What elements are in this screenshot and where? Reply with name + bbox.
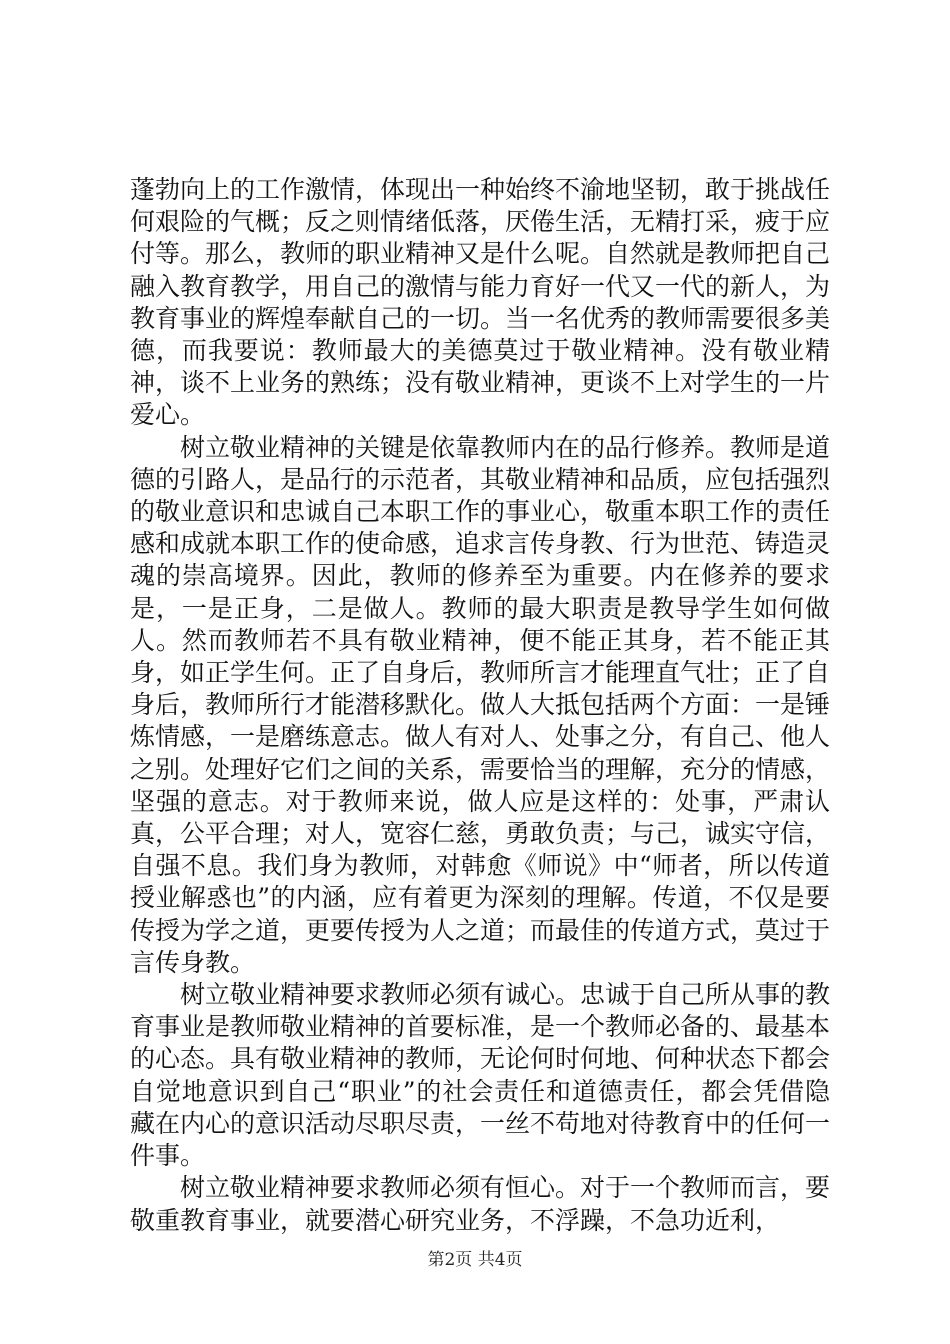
document-body [130, 174, 830, 1237]
paragraph-3: 树立敬业精神要求教师必须有诚心。忠诚于自己所从事的教育事业是教师敬业精神的首要标准，是一个教师必备的、最基本的心态。具有敬业精神的教师，无论何时何地、何种状态下都会自觉地意识到自己“职业”的社会责任和道德责任，都会凭借隐藏在内心的意识活动尽职尽责，一丝不苟地对待教育中的任何一件事。 [130, 980, 831, 1171]
page-number-footer: 第2页 共4页 [427, 1250, 523, 1270]
paragraph-4: 树立敬业精神要求教师必须有恒心。对于一个教师而言，要敬重教育事业，就要潜心研究业务，不浮躁，不急功近利， [130, 1173, 831, 1235]
paragraph-2: 树立敬业精神的关键是依靠教师内在的品行修养。教师是道德的引路人，是品行的示范者，其敬业精神和品质，应包括强烈的敬业意识和忠诚自己本职工作的事业心，敬重本职工作的责任感和成就本职工作的使命感，追求言传身教、行为世范、铸造灵魂的崇高境界。因此，教师的修养至为重要。内在修养的要求是，一是正身，二是做人。教师的最大职责是教导学生如何做人。然而教师若不具有敬业精神，便不能正其身，若不能正其身，如正学生何。正了自身后，教师所言才能理直气壮；正了自身后，教师所行才能潜移默化。做人大抵包括两个方面：一是锤炼情感，一是磨练意志。做人有对人、处事之分，有自己、他人之别。处理好它们之间的关系，需要恰当的理解，充分的情感，坚强的意志。对于教师来说，做人应是这样的：处事，严肃认真，公平合理；对人，宽容仁慈，勇敢负责；与己，诚实守信，自强不息。我们身为教师，对韩愈《师说》中“师者，所以传道授业解惑也”的内涵，应有着更为深刻的理解。传道，不仅是要传授为学之道，更要传授为人之道；而最佳的传道方式，莫过于言传身教。 [130, 432, 831, 977]
paragraph-1: 蓬勃向上的工作激情，体现出一种始终不渝地坚韧，敢于挑战任何艰险的气概；反之则情绪低落，厌倦生活，无精打采，疲于应付等。那么，教师的职业精神又是什么呢。自然就是教师把自己融入教育教学，用自己的激情与能力育好一代又一代的新人，为教育事业的辉煌奉献自己的一切。当一名优秀的教师需要很多美德，而我要说：教师最大的美德莫过于敬业精神。没有敬业精神，谈不上业务的熟练；没有敬业精神，更谈不上对学生的一片爱心。 [130, 175, 831, 430]
